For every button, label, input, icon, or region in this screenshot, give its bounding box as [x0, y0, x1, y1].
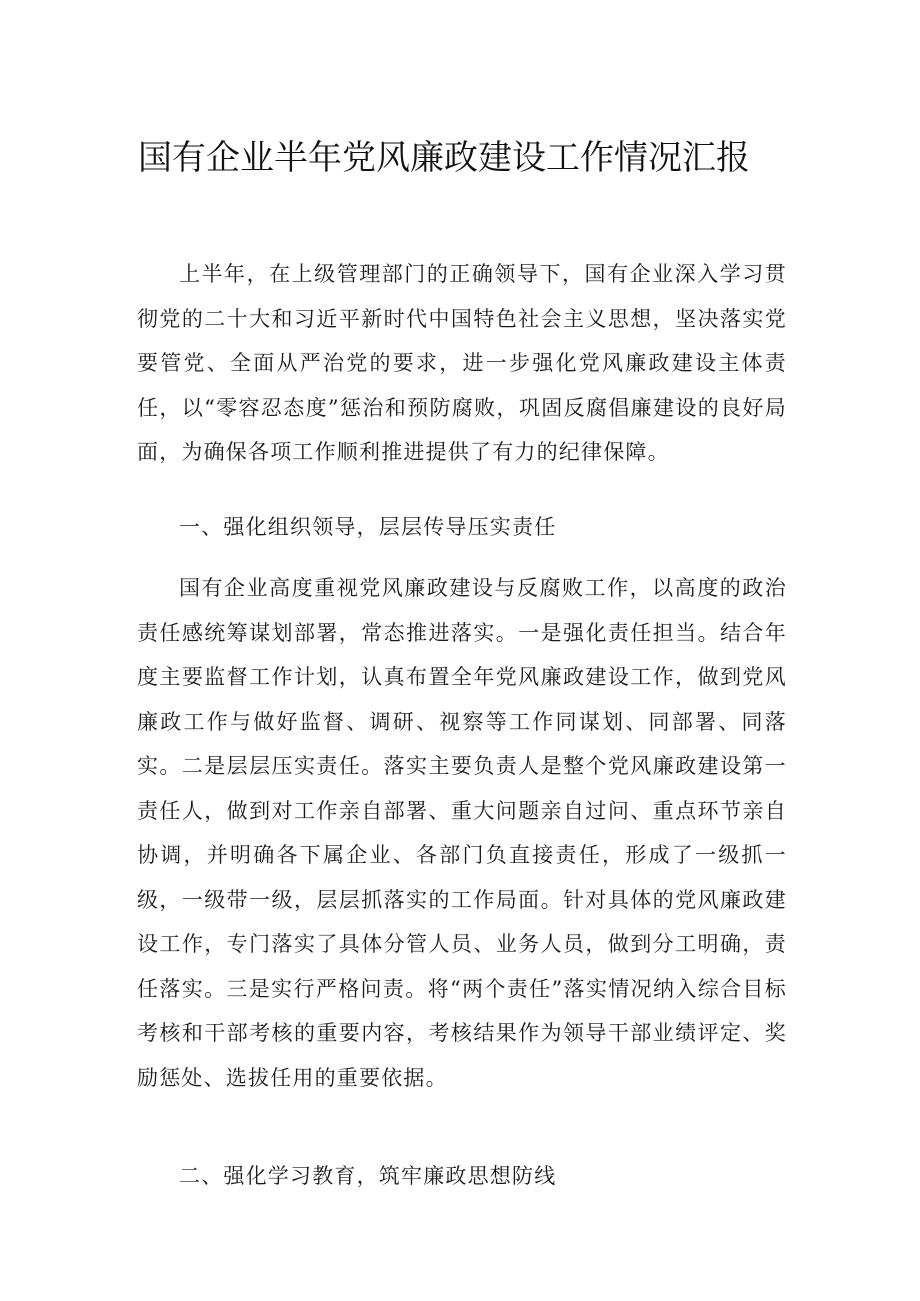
- section-1-paragraph: 国有企业高度重视党风廉政建设与反腐败工作，以高度的政治责任感统筹谋划部署，常态推进落实。一是强化责任担当。结合年度主要监督工作计划，认真布置全年党风廉政建设工作，做到党风廉政工作与做好监督、调研、视察等工作同谋划、同部署、同落实。二是层层压实责任。落实主要负责人是整个党风廉政建设第一责任人，做到对工作亲自部署、重大问题亲自过问、重点环节亲自协调，并明确各下属企业、各部门负直接责任，形成了一级抓一级，一级带一级，层层抓落实的工作局面。针对具体的党风廉政建设工作，专门落实了具体分管人员、业务人员，做到分工明确，责任落实。三是实行严格问责。将“两个责任”落实情况纳入综合目标考核和干部考核的重要内容，考核结果作为领导干部业绩评定、奖励惩处、选拔任用的重要依据。: [137, 576, 787, 1090]
- section-heading-2: 二、强化学习教育，筑牢廉政思想防线: [179, 1164, 557, 1188]
- document-title: 国有企业半年党风廉政建设工作情况汇报: [138, 138, 750, 178]
- intro-paragraph: 上半年，在上级管理部门的正确领导下，国有企业深入学习贯彻党的二十大和习近平新时代中国特色社会主义思想，坚决落实党要管党、全面从严治党的要求，进一步强化党风廉政建设主体责任，以“零容忍态度”惩治和预防腐败，巩固反腐倡廉建设的良好局面，为确保各项工作顺利推进提供了有力的纪律保障。: [137, 262, 787, 464]
- section-heading-1: 一、强化组织领导，层层传导压实责任: [179, 515, 557, 539]
